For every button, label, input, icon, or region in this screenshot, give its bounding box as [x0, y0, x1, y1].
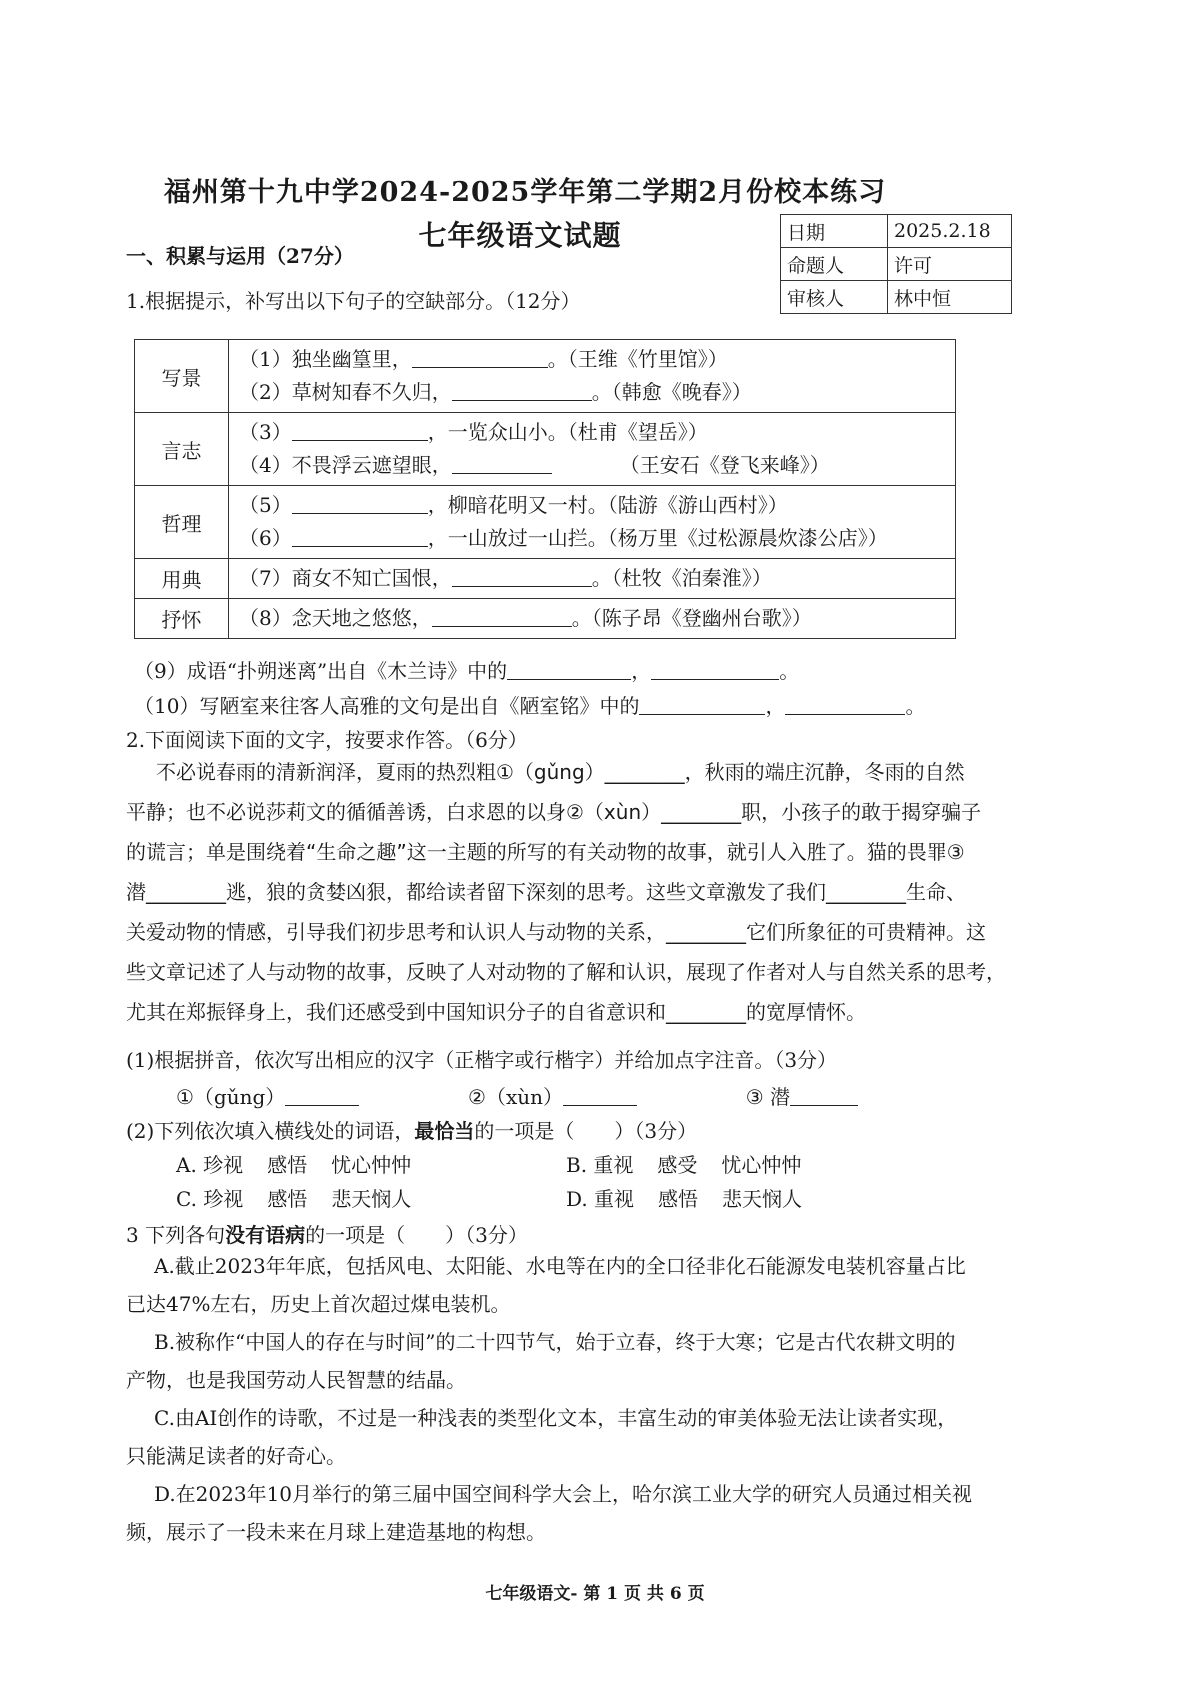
- pinyin-item: ③ 潜: [745, 1085, 791, 1109]
- question-3-prompt: [126, 1219, 528, 1248]
- line-text: （5）: [239, 493, 292, 517]
- meta-row-author: [781, 248, 1012, 281]
- answer-blank[interactable]: [452, 380, 592, 401]
- option-word: 悲天悯人: [722, 1187, 803, 1211]
- poem-row: [135, 559, 956, 599]
- option-line[interactable]: C.由AI创作的诗歌，不过是一种浅表的类型化文本，丰富生动的审美体验无法让读者实现，: [154, 1406, 958, 1430]
- poem-line: [239, 343, 945, 376]
- option-a[interactable]: [176, 1149, 411, 1178]
- line-text: （3）: [239, 420, 292, 444]
- line-text: （1）独坐幽篁里，: [239, 347, 412, 371]
- meta-label: 审核人: [781, 281, 888, 314]
- line-source: ，柳暗花明又一村。（陆游《游山西村》）: [427, 493, 788, 517]
- poem-category: 哲理: [135, 486, 229, 559]
- poem-row: [135, 486, 956, 559]
- line-source: 。（杜牧《泊秦淮》）: [591, 566, 772, 590]
- answer-blank[interactable]: [292, 493, 428, 514]
- poem-category: 用典: [135, 559, 229, 599]
- exam-meta-table: [780, 214, 1012, 314]
- pinyin-item: ①（gǔng）: [176, 1085, 286, 1109]
- line-source: ，一山放过一山拦。（杨万里《过松源晨炊漆公店》）: [427, 526, 888, 550]
- passage-line: 尤其在郑振铎身上，我们还感受到中国知识分子的自省意识和________的宽厚情怀。: [126, 1000, 866, 1024]
- sub2-text: (2)下列依次填入横线处的词语，: [126, 1119, 415, 1143]
- poem-line: [239, 522, 945, 555]
- poem-line: [239, 376, 945, 409]
- option-word: 忧心忡忡: [331, 1153, 412, 1177]
- line-source: 。（王维《竹里馆》）: [547, 347, 728, 371]
- passage-line: 平静；也不必说莎莉文的循循善诱，白求恩的以身②（xùn）________职，小孩子的敢于揭穿骗子: [126, 800, 982, 824]
- question-10: [134, 690, 925, 719]
- question-2-prompt: 2.下面阅读下面的文字，按要求作答。（6分）: [126, 728, 528, 752]
- q9-text: （9）成语“扑朔迷离”出自《木兰诗》中的: [134, 659, 508, 683]
- poem-row: [135, 599, 956, 639]
- pinyin-answer-row: [176, 1081, 858, 1110]
- option-word: 重视: [594, 1187, 635, 1211]
- line-text: （7）商女不知亡国恨，: [239, 566, 452, 590]
- passage-line: 的谎言；单是围绕着“生命之趣”这一主题的所写的有关动物的故事，就引人入胜了。猫的畏罪③: [126, 840, 965, 864]
- q9-end: 。: [779, 659, 800, 683]
- question-1-prompt: 1.根据提示，补写出以下句子的空缺部分。（12分）: [126, 289, 581, 313]
- question-3-options: [126, 1247, 1036, 1551]
- q3-text-end: 的一项是（ ）（3分）: [305, 1223, 528, 1247]
- poem-lines: [229, 486, 956, 559]
- poem-category: 抒怀: [135, 599, 229, 639]
- passage-line: 不必说春雨的清新润泽，夏雨的热烈粗①（gǔng）________，秋雨的端庄沉静，冬雨的自然: [156, 760, 965, 784]
- meta-label: 日期: [781, 215, 888, 248]
- poem-line: [239, 562, 945, 595]
- line-text: （4）不畏浮云遮望眼，: [239, 453, 452, 477]
- meta-row-reviewer: [781, 281, 1012, 314]
- meta-row-date: [781, 215, 1012, 248]
- answer-blank[interactable]: [412, 347, 548, 368]
- answer-blank[interactable]: [785, 694, 905, 715]
- passage-line: 潜________逃，狼的贪婪凶狠，都给读者留下深刻的思考。这些文章激发了我们________生命、: [126, 880, 966, 904]
- option-line[interactable]: A.截止2023年年底，包括风电、太阳能、水电等在内的全口径非化石能源发电装机容量占比: [154, 1254, 966, 1278]
- question-9: [134, 655, 799, 684]
- q10-separator: ，: [765, 694, 786, 718]
- option-word: 感悟: [658, 1187, 699, 1211]
- option-word: 珍视: [203, 1153, 244, 1177]
- sub2-text-end: 的一项是（ ）（3分）: [474, 1119, 698, 1143]
- poem-category: 写景: [135, 340, 229, 413]
- option-line[interactable]: D.在2023年10月举行的第三届中国空间科学大会上，哈尔滨工业大学的研究人员通过相关视: [154, 1482, 973, 1506]
- answer-blank[interactable]: [452, 453, 552, 474]
- question-2-sub1: (1)根据拼音，依次写出相应的汉字（正楷字或行楷字）并给加点字注音。（3分）: [126, 1048, 838, 1072]
- line-source: 。（韩愈《晚春》）: [591, 380, 752, 404]
- answer-blank[interactable]: [651, 659, 779, 680]
- poem-row: [135, 340, 956, 413]
- poem-lines: [229, 340, 956, 413]
- option-word: 感悟: [267, 1153, 308, 1177]
- line-source: ，一览众山小。（杜甫《望岳》）: [427, 420, 708, 444]
- option-word: 悲天悯人: [331, 1187, 412, 1211]
- meta-value: 2025.2.18: [888, 215, 1012, 248]
- poem-lines: [229, 559, 956, 599]
- meta-value: 林中恒: [888, 281, 1012, 314]
- q10-end: 。: [905, 694, 926, 718]
- pinyin-item: ②（xùn）: [468, 1085, 563, 1109]
- option-label: B.: [566, 1153, 588, 1177]
- option-label: D.: [566, 1187, 588, 1211]
- poem-category: 言志: [135, 413, 229, 486]
- option-line: 已达47%左右，历史上首次超过煤电装机。: [126, 1292, 511, 1316]
- answer-blank[interactable]: [639, 694, 765, 715]
- answer-blank[interactable]: [452, 566, 592, 587]
- page-footer: 七年级语文- 第 1 页 共 6 页: [485, 1584, 705, 1604]
- exam-title: 福州第十九中学2024-2025学年第二学期2月份校本练习: [163, 177, 887, 208]
- option-word: 重视: [593, 1153, 634, 1177]
- answer-blank[interactable]: [507, 659, 631, 680]
- line-text: （2）草树知春不久归，: [239, 380, 452, 404]
- answer-blank[interactable]: [285, 1085, 359, 1106]
- option-line: 产物，也是我国劳动人民智慧的结晶。: [126, 1368, 466, 1392]
- poem-line: [239, 489, 945, 522]
- option-word: 感悟: [267, 1187, 308, 1211]
- poem-line: [239, 602, 945, 635]
- poem-row: [135, 413, 956, 486]
- line-source: 。（陈子昂《登幽州台歌》）: [571, 606, 812, 630]
- exam-subtitle: 七年级语文试题: [418, 219, 622, 252]
- q10-text: （10）写陋室来往客人高雅的文句是出自《陋室铭》中的: [134, 694, 640, 718]
- option-word: 感受: [657, 1153, 698, 1177]
- line-text: （6）: [239, 526, 292, 550]
- line-text: （8）念天地之悠悠，: [239, 606, 432, 630]
- option-line: 频，展示了一段未来在月球上建造基地的构想。: [126, 1520, 546, 1544]
- option-d[interactable]: [566, 1183, 802, 1212]
- answer-blank[interactable]: [790, 1085, 858, 1106]
- passage-line: 些文章记述了人与动物的故事，反映了人对动物的了解和认识，展现了作者对人与自然关系的思考，: [126, 960, 1006, 984]
- option-c[interactable]: [176, 1183, 411, 1212]
- option-label: C.: [176, 1187, 197, 1211]
- answer-blank[interactable]: [432, 606, 572, 627]
- answer-blank[interactable]: [292, 526, 428, 547]
- poem-fill-table: [134, 339, 956, 639]
- option-word: 忧心忡忡: [721, 1153, 802, 1177]
- option-line: 只能满足读者的好奇心。: [126, 1444, 346, 1468]
- poem-line: [239, 416, 945, 449]
- q3-text: 3 下列各句: [126, 1223, 226, 1247]
- q3-emphasis: 没有语病: [225, 1223, 306, 1247]
- meta-label: 命题人: [781, 248, 888, 281]
- poem-line: [239, 449, 945, 482]
- passage-line: 关爱动物的情感，引导我们初步思考和认识人与动物的关系，________它们所象征的可贵精神。这: [126, 920, 986, 944]
- poem-lines: [229, 599, 956, 639]
- poem-lines: [229, 413, 956, 486]
- q9-separator: ，: [631, 659, 652, 683]
- option-word: 珍视: [203, 1187, 244, 1211]
- meta-value: 许可: [888, 248, 1012, 281]
- sub2-emphasis: 最恰当: [414, 1119, 475, 1143]
- option-line[interactable]: B.被称作“中国人的存在与时间”的二十四节气，始于立春，终于大寒；它是古代农耕文明的: [154, 1330, 956, 1354]
- line-source: （王安石《登飞来峰》）: [619, 453, 830, 477]
- reading-passage: [126, 752, 1036, 1032]
- option-label: A.: [176, 1153, 197, 1177]
- section-heading: 一、积累与运用（27分）: [126, 244, 354, 268]
- option-b[interactable]: [566, 1149, 801, 1178]
- question-2-sub2: [126, 1115, 697, 1144]
- answer-blank[interactable]: [292, 420, 428, 441]
- answer-blank[interactable]: [563, 1085, 637, 1106]
